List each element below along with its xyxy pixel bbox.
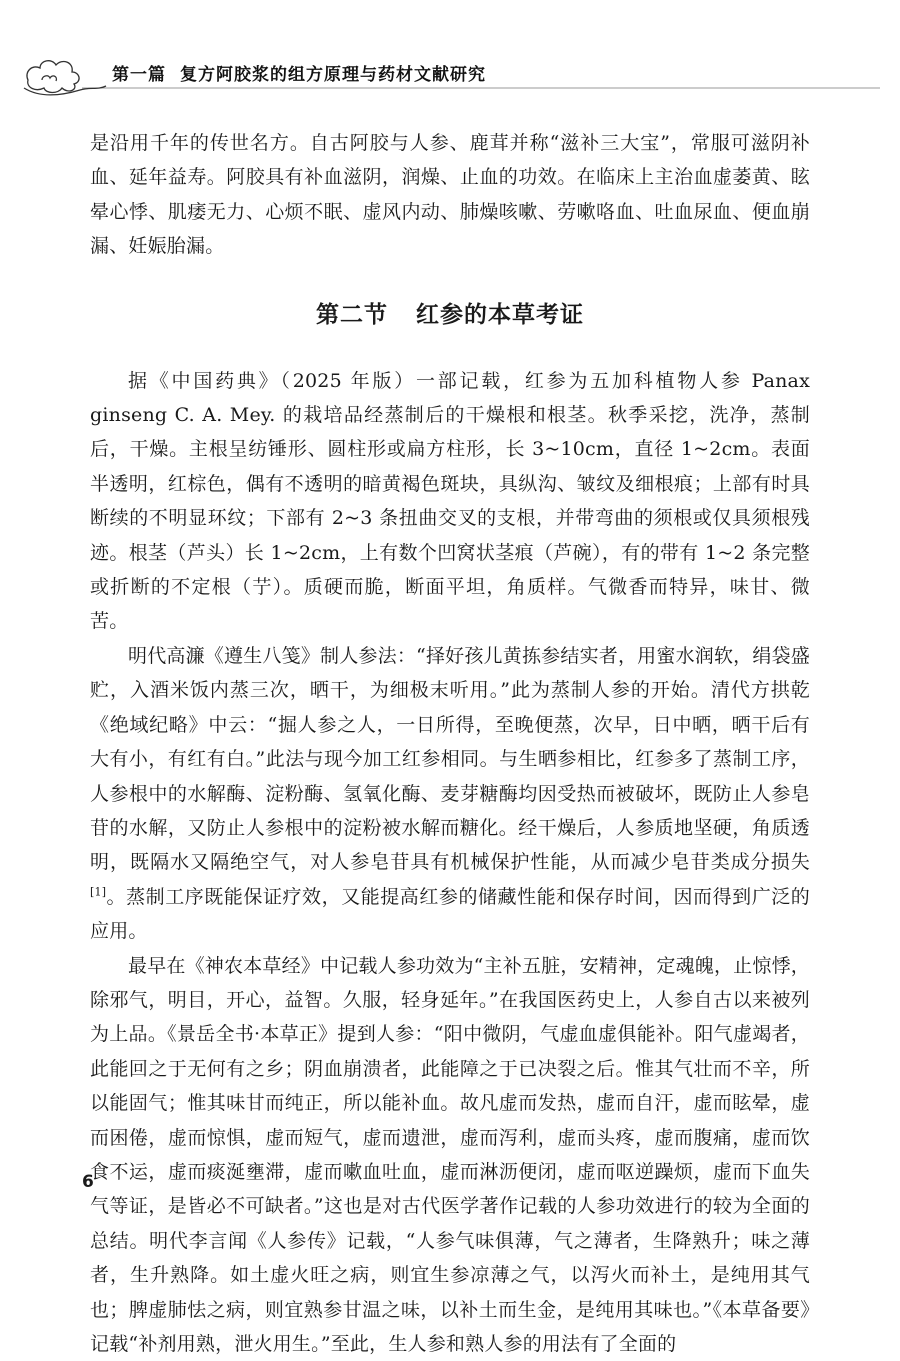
page-body [90, 126, 810, 1361]
section-heading [90, 300, 810, 330]
section-number: 第二节 [316, 301, 388, 328]
paragraph-efficacy-records: 最早在《神农本草经》中记载人参功效为“主补五脏，安精神，定魂魄，止惊悸，除邪气，明目，开心，益智。久服，轻身延年。”在我国医药史上，人参自古以来被列为上品。《景岳全书·本草正》提到人参：“阳中微阴，气虚血虚俱能补。阳气虚竭者，此能回之于无何有之乡；阴血崩溃者，此能障之于已决裂之后。惟其气壮而不辛，所以能固气；惟其味甘而纯正，所以能补血。故凡虚而发热，虚而自汗，虚而眩晕，虚而困倦，虚而惊惧，虚而短气，虚而遗泄，虚而泻利，虚而头疼，虚而腹痛，虚而饮食不运，虚而痰涎壅滞，虚而嗽血吐血，虚而淋沥便闭，虚而呕逆躁烦，虚而下血失气等证，是皆必不可缺者。”这也是对古代医学著作记载的人参功效进行的较为全面的总结。明代李言闻《人参传》记载，“人参气味俱薄，气之薄者，生降熟升；味之薄者，生升熟降。如土虚火旺之病，则宜生参凉薄之气，以泻火而补土，是纯用其气也；脾虚肺怯之病，则宜熟参甘温之味，以补土而生金，是纯用其味也。”《本草备要》记载“补剂用熟，泄火用生。”至此，生人参和熟人参的用法有了全面的 [90, 954, 810, 1355]
paragraph-processing-history [90, 639, 810, 949]
paragraph-processing-text: 明代高濂《遵生八笺》制人参法：“择好孩儿黄拣参结实者，用蜜水润软，绢袋盛贮，入酒米饭内蒸三次，晒干，为细极末听用。”此为蒸制人参的开始。清代方拱乾《绝域纪略》中云：“掘人参之人，一日所得，至晚便蒸，次早，日中晒，晒干后有大有小，有红有白。”此法与现今加工红参相同。与生晒参相比，红参多了蒸制工序，人参根中的水解酶、淀粉酶、氢氧化酶、麦芽糖酶均因受热而被破坏，既防止人参皂苷的水解，又防止人参根中的淀粉被水解而糖化。经干燥后，人参质地坚硬，角质透明，既隔水又隔绝空气，对人参皂苷具有机械保护性能，从而减少皂苷类成分损失 [90, 644, 810, 874]
header-book-title: 复方阿胶浆的组方原理与药材文献研究 [180, 65, 486, 85]
paragraph-pharmacopoeia: 据《中国药典》（2025 年版）一部记载，红参为五加科植物人参 Panax ginseng C. A. Mey. 的栽培品经蒸制后的干燥根和根茎。秋季采挖，洗净，蒸制后，干燥。主根呈纺锤形、圆柱形或扁方柱形，长 3~10cm，直径 1~2cm。表面半透明，红棕色，偶有不透明的暗黄褐色斑块，具纵沟、皱纹及细根痕；上部有时具断续的不明显环纹；下部有 2~3 条扭曲交叉的支根，并带弯曲的须根或仅具须根残迹。根茎（芦头）长 1~2cm，上有数个凹窝状茎痕（芦碗），有的带有 1~2 条完整或折断的不定根（艼）。质硬而脆，断面平坦，角质样。气微香而特异，味甘、微苦。 [90, 369, 810, 633]
paragraph-continued: 是沿用千年的传世名方。自古阿胶与人参、鹿茸并称“滋补三大宝”，常服可滋阴补血、延年益寿。阿胶具有补血滋阴，润燥、止血的功效。在临床上主治血虚萎黄、眩晕心悸、肌痿无力、心烦不眠、虚风内动、肺燥咳嗽、劳嗽咯血、吐血尿血、便血崩漏、妊娠胎漏。 [90, 132, 810, 258]
page-number: 6 [82, 1172, 94, 1192]
header-part-label: 第一篇 [112, 65, 166, 85]
running-header [20, 50, 880, 100]
header-title [112, 60, 486, 85]
section-title: 红参的本草考证 [416, 301, 584, 328]
paragraph-processing-tail: 。蒸制工序既能保证疗效，又能提高红参的储藏性能和保存时间，因而得到广泛的应用。 [90, 885, 810, 943]
citation-ref: [1] [90, 885, 107, 899]
